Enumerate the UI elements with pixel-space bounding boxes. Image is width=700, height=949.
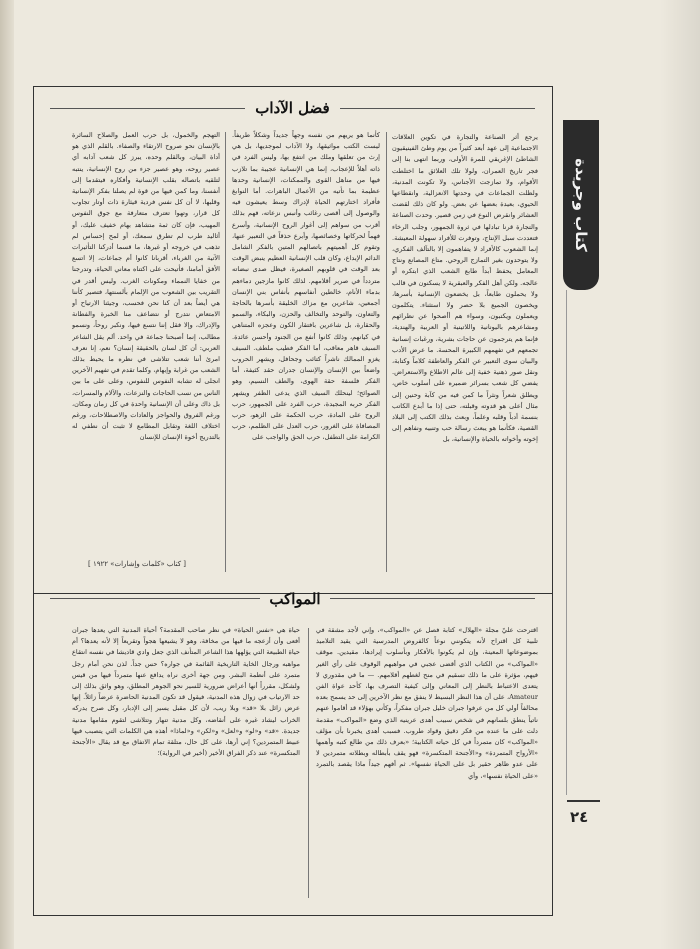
column-divider (308, 628, 309, 898)
page-binding-edge (0, 0, 14, 949)
article-column-left: حياة هي «نفس الحياة» في نظر صاحب المقدمة؟ أحياة المدنية التي يعدها جبران أفعى وأن أزعجه ما فيها من مخافة، وهو لا يشيعها هجواً وتقريعاً إلا لأنه يعدها؟ أم حياة الطبيعة التي يؤلهها هذا الشاعر المتأنف الذي جعل وادي قاديشا في نفسه انتقاع مواهبه ورجال الخاية التاريخية القائمة في جواره؟ حس جداً. لذن نحن أمام رجل متمرد على أنظمة البشر. ومن جهة أخرى نراه يدافع عنها متمرداً فيها من قيس ولشكل، مقرراً أنها أعراض ضرورية للسير نحو الجوهر المطلق، وهو واثق بذلك إلى حد الارتياب في زوال هذه المدنية، فيقول قد تكون المدنية الحاضرة عرضاً زائلاً. إنها عرض زائل بلا «قد» وبلا ريب، لأن كل مقبل يسير إلى الإدبار، وكل صرح يدركه الخراب ليشاد غيره على أنقاضه، وكل مدنية تنهار وتتلاشى لتقوم مقامها مدنية جديدة. «قد» و«لو» و«لعل» و«لكن» و«لماذا» أهذه هي الكلمات التي يتصبب فيها عبيط المتمردين؟ إني أرها، على كل حال، متلقة تمام الاتفاق مع قد يقال «الأجنحة المتكسرة» عند ذكر الفراق الأخير (أخير في الرواية)؛ (72, 626, 300, 758)
section-tab-label: كتاب وجريدة (572, 158, 590, 252)
page-number: ٢٤ (570, 808, 589, 826)
title-rule-left (50, 108, 245, 109)
title-rule-left (50, 598, 260, 599)
source-note: [ كتاب «كلمات وإشارات» ١٩٢٢ ] (88, 560, 187, 568)
section-tab (563, 120, 599, 290)
article-column-middle: كأنما هو يريهم من نفسه وجهاً جديداً وشكلاً طريفاً. ليست الكتب مواثيقها، ولا الآداب لموجديها، بل هي إرث من تعلقها وملك من انتفع بها، وليس الفرد في ذاته أهلاً للإعجاب، إنما هي الإنسانية عجيبة بما تلازب فيها من مناهل القوى والممكنات، الإنسانية وحدها عظيمة بما تأتيه من الأعمال الباهرات. أما النوابغ فأفراد اختارتهم الحياة لإدراك وسط يعيشون فيه والوصول إلى أقصى رغائب وأنبس نزعاته، فهم بذلك أقرب من سواهم إلى أغوار الروح الإنسانية، وأسرع فهماً لحركاتها وخصائصها، وأبرع حذقاً في التعبير عنها، وتقوم كل أهميتهم باتصالهم المتين بالفكر الشامل الدائم الإبداع، وكان قلب الإنسانية العظيم ينبض الوقت بعد الوقت في قلوبهم الصغيرة، فيظل صدى نبضاته متردداً في صرير أقلامهم. لذلك كانوا مازجين دماءهم بدماء الأنام، خالطين أنفاسهم بأنفاس بني الإنسان أجمعين، شاعرين مع مزاك الخليقة بأسرها بالحاجة والتعاون، والتوحد والتخالف والحزن، والبكاء، والسمو والحقارة، بل شاعرين بافتقار الكون وعجزه المتناهي في كيانهم، وذلك كانوا أنفع من الجنود وأحسن عائدة. السيف قاهر معاقب، أما الفكر فطيب ملطف. السيف يغزو الممالك ناشراً كتائب وجحافل، ويشهر الحروب واضعاً بين الإنسان والإنسان جدران حقد كثيفة، أما الفكر فلسفة حقة الهوى، والطف النسيم، وهو الصوائح؛ لينحلك السيف الذي يدعى الظفر ويشهر الفكر حربه المجيدة، حرب الفرد على الجمهور، حرب الروح على المادة، حرب الحكمة على الزهو، حرب المصافاة على الغرور، حرب العدل على الظلمم، حرب الكرامة على التطفل، حرب الحق والواجب على (232, 131, 380, 442)
margin-rule (566, 290, 567, 795)
article-column-right: اقترحت عليّ مجلة «الهلال» كتابة فصل عن «المواكب»، وإني لأجد مشقة في تلبية كل اقتراح لأنه يتكونني نوعاً كالفروض المدرسية التي يقيد التلاميذ بموضوعاتها المعينة، وإن لم يكونوا بالأفكار وبأسلوب إيرادها، مقيدين. موقف «المواكب» من الكتاب الذي أقضى عجبي في مواهبهم الوقوف على رأي الغير فيهم، مؤثرة على ما ذلك تسقيم في منح لغطهم أقلامهم. — ما في مقدوري لا يتعدى الاعتباط بالنظر إلى المعاني وإلى كيفية التصرف بها، كأحد عواة الفن Amateur، على أن هذا النظر البسيط لا ينفق مع نظر الآخرين إلى حد يسمح بعده محالفاً أولي كل من عرفوا جبران خليل جبران مفكراً، وكأني بهؤلاء قد أقاموا عنهم ناتياً ينطق بلسانهم في شخص سبيب أهدى عرينيه الذي وضع «المواكب» مقدمة دلت على ما عنده من فكر دقيق وقواد طروب. فسبب أهدى يخبرنا بأن مؤلف «المواكب» كان متمرداً في كل حياته الكتابية؛ «بعرف ذلك من طالع كتبه وأهمها «الأرواح المتمردة» و«الأجنحة المتكسرة» فهو يقف بأبطاله وبطلاته متمردين لا على عدو ظاهر حقير بل على الحياة نفسها». ثم أفهم جيداً ماذا يقصد بالتمرد «على الحياة نفسها»، وأي (316, 626, 538, 780)
article-title: فضل الآداب (255, 99, 330, 117)
article-title: المواكب (269, 590, 321, 608)
column-text: يرجع أثر الصناعة والتجارة في تكوين العلاقات الاجتماعية إلى عهد أبعد كثيراً من يوم وطئ الفينيقيون الشاطئ الإغريقي للمرة الأولى، وربما انتهى بنا إلى فجر تاريخ العمران، ولولا تلك العلائق ما اختلطت الأقوام، ولا تمازجت الأجناس، ولا تكونت المدنية، ولظلت الجماعات في وحدتها الانعزالية، وانقطاعها الحيوي، بعيدة بعضها عن بعض. ولو كان ذلك لقضت العشائر وانقرض النوع في زمن قصير. وحدت الصناعة والتجارة قرنا تبادلها في ثروة الجمهور، وجلب الرخاء فتعددت سبل الإنتاج، وتوفرت للأفراد سهولة المعيشة. إنما الشعوب كالأفراد لا يتفاهمون إلا بالتآلف الفكري، ولا يتوحدون بغير التمازج الروحي. متاع المصانع ونتاج المعامل يحفظ أبداً طابع الشعب الذي ابتكره أو عالجه. ولكن أهل الفكر والعبقرية لا يسكنون في قالب ولا يحملون طابعاً، بل يخضعون الإنسانية بأسرها، ويخصون الجميع بلا حصر ولا استثناء. يتكلمون ويعملون ويكتبون، وسواء هم أأصحوا عن نظرائهم ومشاعرهم باليونانية واللاتينية أو العربية والهندية، فإنما هم يترجمون عن حاجات بشرية، ورغبات إنسانية تجمعهم في تفهمهم الكبيرة المحسة. ما عرض الأدب والبيان سوى التعبير عن الفكر والعاطفة كلاماً وكتابة، ونقل صور ذهنية خفية إلى عالم الاطلاع والاستعراض. يفضي كل شعب بسرائر ضميره على أسلوب خاص، ويطلق شعراً ونثراً ما كمن فيه من كآبة وحنين إلى مثال أعلى هو قدوته وقبلته، حتى إذا ما أبدع الكاتب بنسمة أدباً وقلبه وعلماً، وبعث بذلك الكتب إلى البلاد القصية، فكأنما هو يبعث رسالة حب وتنبيه ونفاهم إلى إخوته وأخواته بالحياة والإنسانية، بل (392, 133, 538, 444)
column-divider (225, 132, 226, 572)
title-rule-right (340, 108, 535, 109)
title-rule-right (330, 598, 535, 599)
page-edge-shadow (660, 0, 700, 949)
article-column-left: التهجم والخمول، بل حرب العمل والصلاح السائرة بالإنسان نحو صروح الارتقاء والصفاء. بالقلم الذي هو أداة البيان، وبالقلم وحده، يبرز كل شعب آدابه أي عصير روحه، وهو عصير جزء من روح الإنسانية، ينتبه لتلقيه باتصاله بقلب الإنسانية وأفكاره فيتقدما إلى أنفسنا، وما كمن فيها من قوة لم يصلنا بفكر الإنسانية وقلبها، لا أن كل نفس فردية قيثارة ذات أوتار تجاوب كل قرار، وتهوا تعترف متعارفة مع جوق النفوس المهيب، فإن كان ثمة متشاهد بهام خفيف عليك، أو أثاليد طرب لم تطرق سمعك، أو لمح إحساس لم تذهب في خروجه أو غيرها، ما قسما أدركنا التأثيرات الآتية من الغرباء، أقربانا كانوا أم جماعات، إلا اتسع الأفق أمامنا، فأتيحت على اكتناه معاني الحياة، وتدرجنا من خفايا النمماء ومكونات الغرب. وليس أقدر في التقريب بين الشعوب من الإلمام بألسنتها، فتصير كأننا هي أيضاً بعد أن كنا نحن فحسب، وجيئنا الارتياح أو الامتعاض نتدرج أو نتضاعف منا الخبرة والفطانة والإدراك، وإلا فقل إننا نتسع فيها، ونكبر روحاً، ونسمو مطالب، إنما أصبحنا جماعة في واحد. ألم يقل الشاعر العربي: أن كل لسان بالحقيقة إنسان؟ نعم، إنا نعرف امرئ أننا شعب تتلاشى في نظره ما يحيط بذلك الشعب من غرابة وإبهام، وكلما تقدم في تفهيم الآخرين انجلى له تشابه النفوس للنفوس، وعلى على ما بين الناس من نسب الحاجات والنزعات، والآلام والمسرات، بل ذاك وعلى أن الإنسانية واحدة في كل زمان ومكان، ورغم الفروق والحواجز والعادات والاصطلاحات، ورغم اختلاف اللغة وتقابل المطامع لا تثبت أن نطفي له بالتدريج أخوة الإنسان للإنسان (72, 131, 220, 442)
column-divider (386, 132, 387, 572)
article-column-right (392, 130, 538, 575)
page-number-rule (567, 800, 600, 802)
